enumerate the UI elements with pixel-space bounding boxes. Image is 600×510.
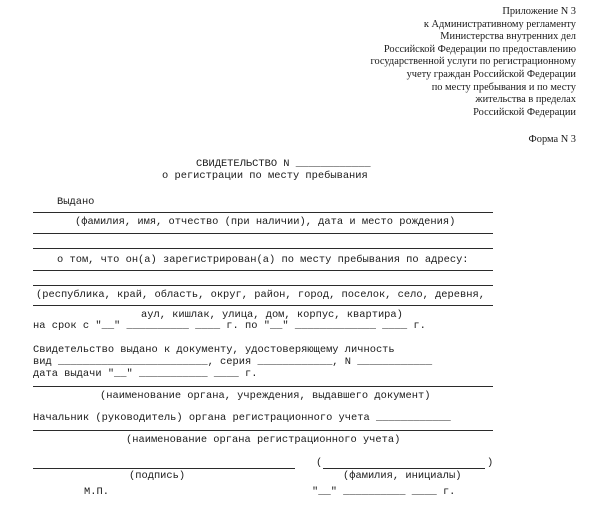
appendix-line: Российской Федерации [473, 106, 576, 118]
appendix-line: Российской Федерации по предоставлению [383, 43, 576, 55]
caption-name: (фамилия, инициалы) [343, 470, 462, 482]
form-number: Форма N 3 [528, 134, 576, 145]
appendix-line: жительства в пределах [475, 94, 576, 106]
caption-reg-authority: (наименование органа регистрационного учета) [126, 434, 401, 446]
caption-address-1: (республика, край, область, округ, район, город, поселок, село, деревня, [36, 289, 485, 301]
issued-by-doc: Свидетельство выдано к документу, удостоверяющему личность [33, 344, 395, 356]
appendix-line: по месту пребывания и по месту [431, 81, 576, 93]
appendix-line: Министерства внутренних дел [440, 31, 576, 43]
caption-authority: (наименование органа, учреждения, выдавшего документ) [100, 390, 431, 402]
issued-to-label: Выдано [57, 196, 95, 208]
address-line-3 [33, 305, 493, 306]
caption-person: (фамилия, имя, отчество (при наличии), дата и место рождения) [75, 216, 456, 228]
reg-authority-line [33, 430, 493, 431]
chief-line: Начальник (руководитель) органа регистрационного учета ____________ [33, 412, 451, 424]
bottom-date-line: "__" __________ ____ г. [312, 486, 456, 498]
appendix-line: государственной услуги по регистрационному [370, 56, 576, 68]
doc-line: вид ________________________, серия ____________, N ____________ [33, 356, 433, 368]
issue-date-line: дата выдачи "__" ___________ ____ г. [33, 368, 258, 380]
caption-signature: (подпись) [129, 470, 186, 482]
signature-paren-open: ( [316, 457, 323, 469]
appendix-line: к Административному регламенту [423, 18, 576, 30]
person-line [33, 212, 493, 213]
term-line: на срок с "__" __________ ____ г. по "__" _____________ ____ г. [33, 320, 426, 332]
address-line-1 [33, 270, 493, 271]
person-line-2 [33, 233, 493, 234]
certificate-title: СВИДЕТЕЛЬСТВО N ____________ [196, 158, 371, 170]
person-line-3 [33, 248, 493, 249]
signature-paren-close: ) [487, 457, 494, 469]
authority-line [33, 386, 493, 387]
appendix-line: Приложение N 3 [502, 6, 576, 17]
stamp-label: М.П. [84, 486, 109, 498]
appendix-block [370, 6, 576, 119]
appendix-line: учету граждан Российской Федерации [406, 68, 576, 80]
signature-line [33, 468, 295, 469]
caption-address-2: аул, кишлак, улица, дом, корпус, квартира) [141, 309, 403, 321]
address-line-2 [33, 285, 493, 286]
name-line [323, 468, 485, 469]
certificate-subtitle: о регистрации по месту пребывания [162, 170, 368, 182]
registered-text: о том, что он(а) зарегистрирован(а) по месту пребывания по адресу: [57, 254, 469, 266]
